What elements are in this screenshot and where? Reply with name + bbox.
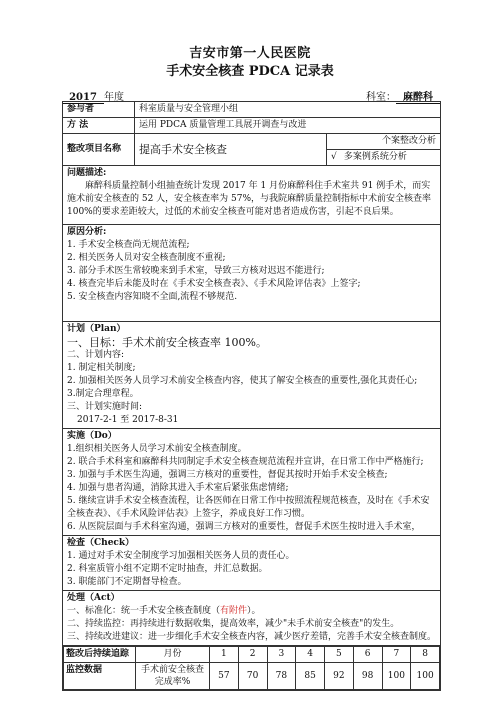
act-item-1-suffix: ）。	[247, 606, 261, 616]
form-title: 手术安全核查 PDCA 记录表	[166, 64, 334, 79]
project-row	[63, 134, 441, 150]
plan-content-item: 3.制定合理章程。	[67, 389, 139, 399]
dept-label: 科室：	[366, 92, 396, 103]
month-cell: 8	[411, 647, 440, 663]
hospital-name: 吉安市第一人民医院	[189, 46, 311, 61]
year-value: 2017	[62, 92, 104, 104]
do-item: 5. 继续宣讲手术安全核查流程，让各医师在日常工作中按照流程规范核查，及时在《手术安全核查表》、《手术风险评估表》上签字，养成良好工作习惯。	[67, 496, 430, 519]
do-item: 4. 加强与患者沟通，消除其进入手术室后紧张焦虑情绪;	[67, 483, 289, 493]
option-single-label: 个案整改分析	[382, 136, 437, 146]
do-item: 6. 从医院层面与手术科室沟通，强调三方核对的重要性，督促手术医生按时进入手术室，	[67, 522, 421, 532]
check-item: 3. 职能部门不定期督导检查。	[67, 577, 187, 587]
method-label: 方 法	[63, 118, 135, 134]
value-cell: 78	[267, 663, 296, 690]
check-item: 1. 通过对手术安全制度学习加强相关医务人员的责任心。	[67, 551, 295, 561]
plan-goal: 一、目标：手术术前安全核查率 100%。	[67, 336, 267, 349]
month-cell: 7	[382, 647, 411, 663]
do-item: 1.组织相关医务人员学习术前安全核查制度。	[67, 444, 247, 454]
value-cell: 100	[382, 663, 411, 690]
value-cell: 92	[325, 663, 354, 690]
do-item: 2. 联合手术科室和麻醉科共同制定手术安全核查规范流程并宣讲，在日常工作中严格施行;	[67, 457, 424, 467]
cause-item: 3. 部分手术医生常较晚来到手术室，导致三方核对迟迟不能进行;	[67, 266, 325, 276]
cause-item: 1. 手术安全核查尚无规范流程;	[67, 240, 190, 250]
value-cell: 98	[353, 663, 382, 690]
method-value: 运用 PDCA 质量管理工具展开调查与改进	[135, 118, 441, 134]
check-item: 2. 科室质管小组不定期不定时抽查，并汇总数据。	[67, 564, 268, 574]
dept-value: 麻醉科	[396, 88, 440, 104]
year-label: 年度	[104, 92, 124, 103]
plan-row	[63, 322, 441, 429]
tracking-heading: 整改后持续追踪	[64, 647, 136, 663]
option-single	[327, 134, 441, 150]
month-cell: 3	[267, 647, 296, 663]
cause-item: 5. 安全核查内容知晓不全面,流程不够规范.	[67, 292, 238, 302]
act-heading: 处理（Act）	[67, 593, 120, 603]
cause-item: 4. 核查完毕后未能及时在《手术安全核查表》、《手术风险评估表》上签字;	[67, 279, 361, 289]
check-mark-icon: √	[331, 152, 337, 162]
act-item-2: 二、持续监控：再持续进行数据收集，提高效率，减少"未手术前安全核查"的发生。	[67, 619, 400, 629]
value-cell: 85	[296, 663, 325, 690]
cause-row	[63, 225, 441, 322]
project-value: 提高手术安全核查	[135, 134, 327, 166]
pdca-table	[62, 101, 441, 691]
attachment-link[interactable]: 有附件	[220, 606, 248, 616]
plan-content-item: 2. 加强相关医务人员学习术前安全核查内容，使其了解安全核查的重要性,强化其责任心;	[67, 376, 418, 386]
participants-label: 参与者	[63, 102, 135, 118]
option-multi-label: 多案例系统分析	[343, 152, 407, 162]
month-cell: 2	[238, 647, 267, 663]
cause-item: 2. 相关医务人员对安全核查制度不重视;	[67, 253, 226, 263]
do-item: 3. 加强与手术医生沟通，强调三方核对的重要性，督促其按时开始手术安全核查;	[67, 470, 388, 480]
tracking-row	[63, 646, 441, 691]
month-cell: 6	[353, 647, 382, 663]
plan-content-heading: 二、计划内容:	[67, 350, 125, 360]
value-cell: 70	[238, 663, 267, 690]
tracking-month-row	[64, 647, 440, 663]
check-heading: 检查（Check）	[67, 538, 135, 548]
plan-content-item: 1. 制定相关制度;	[67, 363, 136, 373]
participants-value: 科室质量与安全管理小组	[135, 102, 441, 118]
problem-row	[63, 166, 441, 225]
month-cell: 4	[296, 647, 325, 663]
month-cell: 5	[325, 647, 354, 663]
act-item-1	[67, 605, 436, 618]
month-cell: 1	[210, 647, 239, 663]
value-cell: 57	[210, 663, 239, 690]
participants-row	[63, 102, 441, 118]
check-row	[63, 536, 441, 591]
monitor-data-label: 监控数据	[64, 663, 136, 690]
method-row	[63, 118, 441, 134]
act-item-3: 三、持续改进建议：进一步细化手术安全核查内容，减少医疗差错，完善手术安全核查制度。	[67, 632, 437, 642]
option-multi	[327, 150, 441, 166]
tracking-table	[63, 646, 440, 690]
value-cell: 100	[411, 663, 440, 690]
plan-time-value: 2017-2-1 至 2017-8-31	[77, 415, 179, 425]
act-item-1-prefix: 一、标准化：统一手术安全核查制度（	[67, 606, 221, 616]
plan-time-heading: 三、计划实施时间:	[67, 402, 143, 412]
tracking-value-row	[64, 663, 440, 690]
plan-heading: 计划（Plan）	[67, 324, 126, 334]
problem-heading: 问题描述:	[67, 168, 107, 178]
metric-label: 手术前安全核查完成率%	[136, 663, 210, 690]
cause-heading: 原因分析:	[67, 227, 107, 237]
do-heading: 实施（Do）	[67, 431, 117, 441]
problem-text: 麻醉科质量控制小组抽查统计发现 2017 年 1 月份麻醉科住手术室共 91 例手术，而实施术前安全核查的 52 人，安全核查率为 57%，与我院麻醉质量控制指标中术前安全核查率 100%的要求差距较大，过低的术前安全核查可能对患者造成伤害，引起不良后果。	[67, 181, 432, 217]
month-label: 月份	[136, 647, 210, 663]
act-row	[63, 591, 441, 646]
project-label: 整改项目名称	[63, 134, 135, 166]
do-row	[63, 429, 441, 536]
